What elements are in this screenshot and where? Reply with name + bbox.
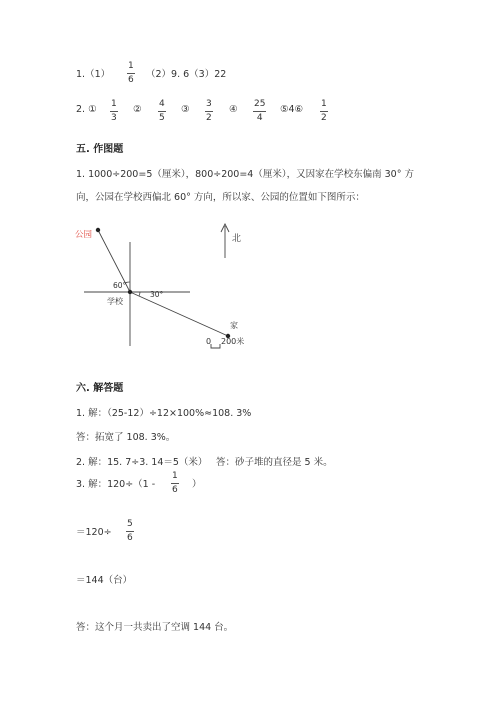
denominator: 6 <box>127 533 133 543</box>
answer-2: 2. 解：15. 7÷3. 14＝5（米） <box>76 457 208 468</box>
answer-3: 3. 解：120÷（1 - <box>76 479 156 490</box>
denominator: 2 <box>206 113 212 123</box>
q1-prefix: 1.（1） <box>76 69 111 80</box>
answer-1-conclusion: 答：拓宽了 108. 3%。 <box>76 432 176 443</box>
angle-30-arc <box>139 292 140 296</box>
section-5-line-1: 1. 1000÷200=5（厘米），800÷200=4（厘米），又因家在学校东偏南 30° 方 <box>76 169 414 180</box>
home-label: 家 <box>230 321 238 330</box>
school-home-line <box>130 292 228 336</box>
park-point <box>96 228 100 232</box>
numerator: 1 <box>128 61 134 71</box>
section-6-title: 六. 解答题 <box>76 383 124 394</box>
section-5-line-2: 向，公园在学校西偏北 60° 方向，所以家、公园的位置如下图所示： <box>76 192 365 203</box>
numerator: 1 <box>111 99 117 109</box>
denominator: 4 <box>256 113 263 123</box>
numerator: 25 <box>254 99 266 109</box>
numerator: 1 <box>321 99 327 109</box>
answer-1: 1. 解：（25-12）÷12×100%≈108. 3% <box>76 408 252 419</box>
angle-30-label: 30° <box>150 290 164 299</box>
numerator: 4 <box>159 99 165 109</box>
numerator: 5 <box>127 519 133 529</box>
fraction-bar <box>171 483 179 484</box>
section-5-title: 五. 作图题 <box>76 144 124 155</box>
numerator: 3 <box>206 99 212 109</box>
denominator: 6 <box>172 485 178 495</box>
q2-mark-3: ③ <box>181 104 190 115</box>
answer-3-conclusion: 答：这个月一共卖出了空调 144 台。 <box>76 622 234 633</box>
answer-3-close-paren: ） <box>192 479 202 490</box>
q1-rest: （2）9. 6（3）22 <box>146 69 227 80</box>
scale-bar <box>211 344 220 348</box>
denominator: 2 <box>321 113 327 123</box>
answer-3-step-2-fraction <box>126 519 134 544</box>
north-label: 北 <box>232 234 242 244</box>
answer-3-fraction <box>171 471 179 496</box>
denominator: 5 <box>159 113 165 123</box>
scale-zero-label: 0 <box>206 337 212 346</box>
denominator: 3 <box>111 113 117 123</box>
park-label: 公园 <box>75 230 93 240</box>
q2-mark-2: ② <box>133 104 142 115</box>
answer-2-conclusion: 答：砂子堆的直径是 5 米。 <box>216 457 333 468</box>
q2-mark-4: ④ <box>229 104 238 115</box>
answer-3-step-3: ＝144（台） <box>76 575 133 586</box>
denominator: 6 <box>128 75 134 85</box>
numerator: 1 <box>172 471 178 481</box>
answer-3-step-2: ＝120÷ <box>76 527 112 538</box>
school-point <box>128 290 132 294</box>
q2-mark-5-6: ⑤4⑥ <box>280 104 304 115</box>
fraction-bar <box>126 531 134 532</box>
q2-prefix: 2. ① <box>76 104 97 115</box>
scale-distance-label: 200米 <box>221 337 245 346</box>
school-label: 学校 <box>107 297 123 306</box>
angle-60-label: 60° <box>113 281 127 290</box>
